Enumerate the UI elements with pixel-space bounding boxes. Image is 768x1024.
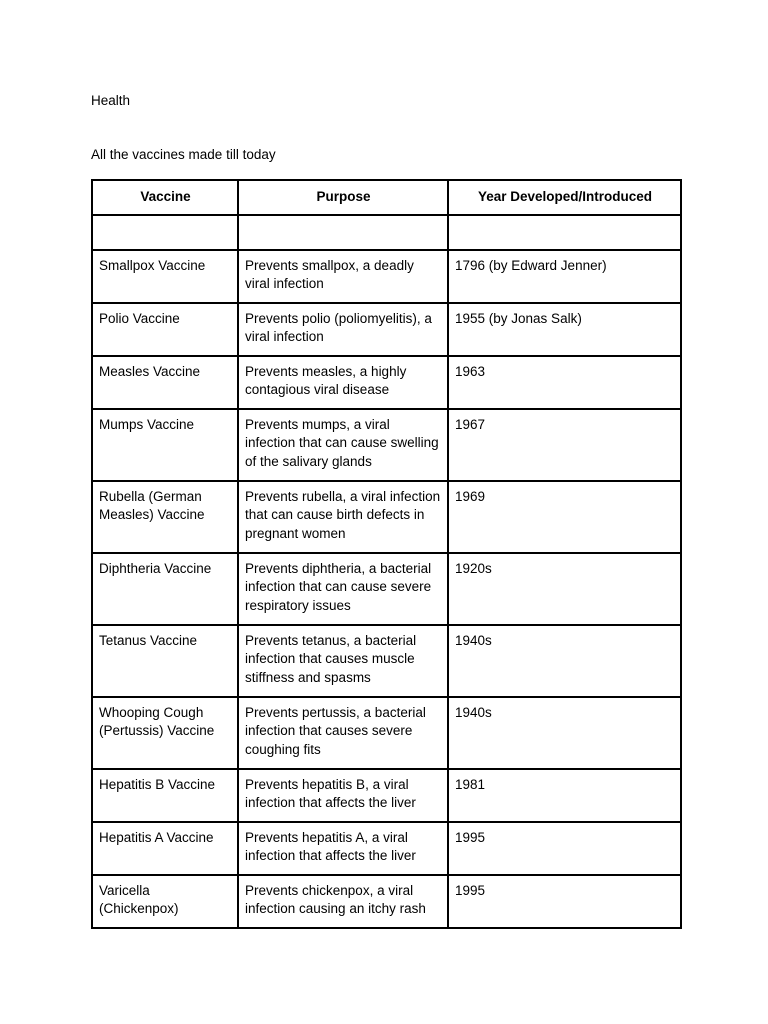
cell-year: 1967 (448, 409, 681, 481)
cell-year: 1963 (448, 356, 681, 409)
cell-year: 1940s (448, 625, 681, 697)
cell-purpose: Prevents mumps, a viral infection that can cause swelling of the salivary glands (238, 409, 448, 481)
cell-year: 1995 (448, 822, 681, 875)
page-subtitle: All the vaccines made till today (91, 147, 276, 162)
cell-purpose: Prevents measles, a highly contagious viral disease (238, 356, 448, 409)
cell-vaccine: Tetanus Vaccine (92, 625, 238, 697)
cell-vaccine: Diphtheria Vaccine (92, 553, 238, 625)
cell-purpose: Prevents pertussis, a bacterial infection that causes severe coughing fits (238, 697, 448, 769)
vaccine-table (91, 179, 682, 929)
column-header-purpose: Purpose (238, 180, 448, 215)
cell-year: 1981 (448, 769, 681, 822)
cell-purpose: Prevents hepatitis B, a viral infection that affects the liver (238, 769, 448, 822)
table-row (92, 356, 681, 409)
cell-vaccine: Hepatitis B Vaccine (92, 769, 238, 822)
cell-vaccine: Varicella (Chickenpox) (92, 875, 238, 928)
cell-purpose: Prevents polio (poliomyelitis), a viral infection (238, 303, 448, 356)
table-row (92, 697, 681, 769)
cell-purpose: Prevents rubella, a viral infection that can cause birth defects in pregnant women (238, 481, 448, 553)
table-row (92, 481, 681, 553)
cell-year: 1955 (by Jonas Salk) (448, 303, 681, 356)
cell-year: 1920s (448, 553, 681, 625)
cell-year: 1995 (448, 875, 681, 928)
cell-vaccine: Hepatitis A Vaccine (92, 822, 238, 875)
table-header-row (92, 180, 681, 215)
table-row (92, 625, 681, 697)
table-cell-empty (448, 215, 681, 250)
column-header-vaccine: Vaccine (92, 180, 238, 215)
table-row (92, 250, 681, 303)
cell-vaccine: Mumps Vaccine (92, 409, 238, 481)
cell-purpose: Prevents smallpox, a deadly viral infection (238, 250, 448, 303)
table-row (92, 553, 681, 625)
cell-purpose: Prevents tetanus, a bacterial infection that causes muscle stiffness and spasms (238, 625, 448, 697)
cell-year: 1796 (by Edward Jenner) (448, 250, 681, 303)
table-cell-empty (92, 215, 238, 250)
table-row (92, 875, 681, 928)
table-row-empty (92, 215, 681, 250)
table-cell-empty (238, 215, 448, 250)
cell-year: 1940s (448, 697, 681, 769)
table-row (92, 303, 681, 356)
table-row (92, 409, 681, 481)
cell-purpose: Prevents chickenpox, a viral infection causing an itchy rash (238, 875, 448, 928)
cell-vaccine: Rubella (German Measles) Vaccine (92, 481, 238, 553)
page-title: Health (91, 93, 131, 108)
column-header-year: Year Developed/Introduced (448, 180, 681, 215)
cell-purpose: Prevents hepatitis A, a viral infection that affects the liver (238, 822, 448, 875)
cell-purpose: Prevents diphtheria, a bacterial infection that can cause severe respiratory issues (238, 553, 448, 625)
table-row (92, 769, 681, 822)
cell-year: 1969 (448, 481, 681, 553)
cell-vaccine: Polio Vaccine (92, 303, 238, 356)
cell-vaccine: Measles Vaccine (92, 356, 238, 409)
cell-vaccine: Whooping Cough (Pertussis) Vaccine (92, 697, 238, 769)
cell-vaccine: Smallpox Vaccine (92, 250, 238, 303)
table-row (92, 822, 681, 875)
